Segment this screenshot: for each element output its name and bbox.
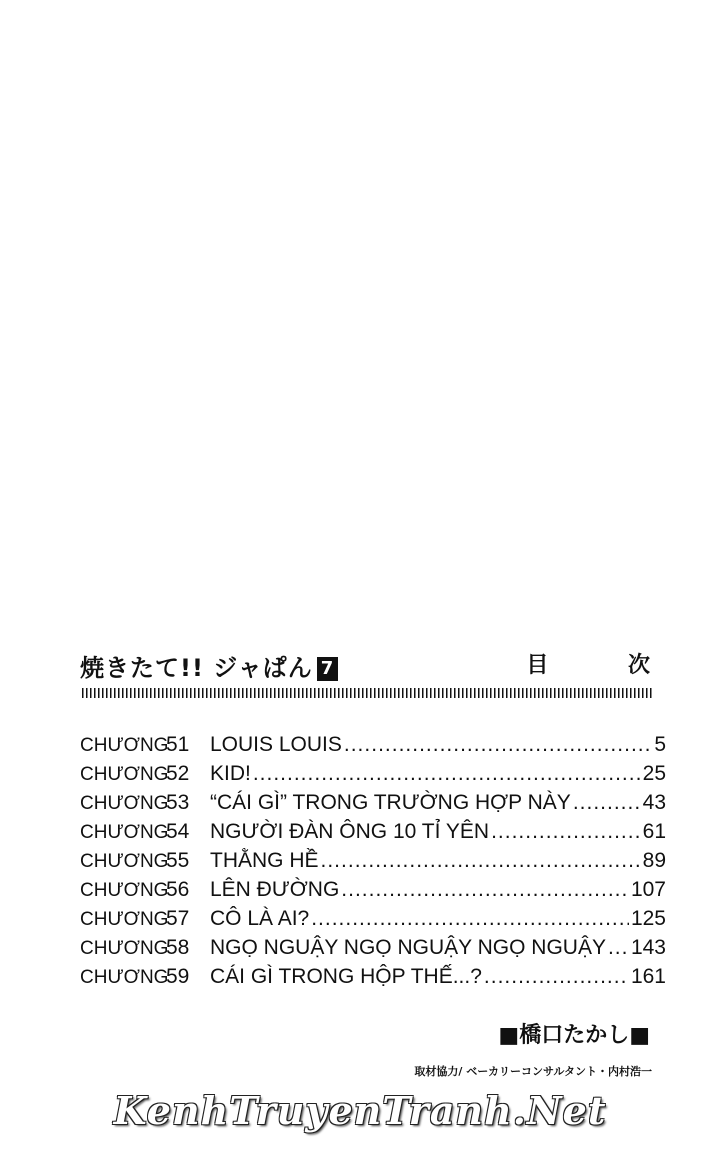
chapter-prefix: CHƯƠNG bbox=[80, 793, 169, 814]
series-title-text: 焼きたて!! ジャぱん bbox=[80, 654, 313, 682]
chapter-prefix: CHƯƠNG bbox=[80, 909, 169, 930]
chapter-number: 52 bbox=[166, 762, 190, 785]
chapter-number: 59 bbox=[166, 965, 190, 988]
chapter-prefix: CHƯƠNG bbox=[80, 880, 169, 901]
dot-leader bbox=[491, 820, 641, 844]
site-watermark: KenhTruyenTranh.Net bbox=[113, 1088, 607, 1133]
toc-entry bbox=[80, 965, 666, 994]
chapter-page: 89 bbox=[642, 849, 666, 872]
chapter-page: 143 bbox=[630, 936, 666, 959]
chapter-page: 5 bbox=[654, 733, 666, 756]
chapter-title: NGƯỜI ĐÀN ÔNG 10 TỈ YÊN bbox=[210, 820, 490, 843]
dot-leader bbox=[344, 733, 652, 757]
chapter-page: 161 bbox=[630, 965, 666, 988]
dot-leader bbox=[341, 878, 629, 902]
chapter-title: “CÁI GÌ” TRONG TRƯỜNG HỢP NÀY bbox=[210, 791, 571, 814]
toc-entry bbox=[80, 762, 666, 791]
chapter-title: CÔ LÀ AI? bbox=[210, 907, 310, 930]
toc-entry bbox=[80, 733, 666, 762]
toc-entry bbox=[80, 907, 666, 936]
chapter-page: 25 bbox=[642, 762, 666, 785]
volume-badge: 7 bbox=[317, 657, 339, 681]
toc-entry bbox=[80, 849, 666, 878]
chapter-title: THẰNG HỀ bbox=[210, 849, 319, 872]
chapter-number: 51 bbox=[166, 733, 190, 756]
chapter-number: 57 bbox=[166, 907, 190, 930]
chapter-title: KID! bbox=[210, 762, 251, 785]
series-title bbox=[80, 648, 338, 683]
toc-entry bbox=[80, 791, 666, 820]
author-name: ■橋口たかし■ bbox=[498, 1023, 650, 1048]
dot-leader bbox=[484, 965, 629, 989]
chapter-page: 107 bbox=[630, 878, 666, 901]
chapter-title: LOUIS LOUIS bbox=[210, 733, 342, 756]
chapter-title: CÁI GÌ TRONG HỘP THẾ...? bbox=[210, 965, 482, 988]
chapter-title: LÊN ĐƯỜNG bbox=[210, 878, 340, 901]
dot-leader bbox=[311, 907, 629, 931]
table-of-contents bbox=[80, 733, 666, 994]
chapter-prefix: CHƯƠNG bbox=[80, 938, 169, 959]
chapter-page: 61 bbox=[642, 820, 666, 843]
dot-leader bbox=[321, 849, 641, 873]
toc-header bbox=[80, 648, 686, 682]
toc-label: 目 次 bbox=[526, 653, 686, 678]
chapter-number: 56 bbox=[166, 878, 190, 901]
dot-leader bbox=[608, 936, 629, 960]
toc-entry bbox=[80, 878, 666, 907]
chapter-number: 53 bbox=[166, 791, 190, 814]
chapter-prefix: CHƯƠNG bbox=[80, 735, 169, 756]
decorative-divider bbox=[82, 688, 652, 698]
chapter-prefix: CHƯƠNG bbox=[80, 822, 169, 843]
chapter-prefix: CHƯƠNG bbox=[80, 851, 169, 872]
chapter-number: 54 bbox=[166, 820, 190, 843]
dot-leader bbox=[253, 762, 641, 786]
dot-leader bbox=[573, 791, 641, 815]
research-credit: 取材協力/ ベーカリーコンサルタント・内村浩一 bbox=[414, 1065, 652, 1078]
chapter-prefix: CHƯƠNG bbox=[80, 764, 169, 785]
chapter-page: 43 bbox=[642, 791, 666, 814]
chapter-number: 58 bbox=[166, 936, 190, 959]
toc-entry bbox=[80, 820, 666, 849]
chapter-page: 125 bbox=[630, 907, 666, 930]
chapter-number: 55 bbox=[166, 849, 190, 872]
toc-entry bbox=[80, 936, 666, 965]
chapter-prefix: CHƯƠNG bbox=[80, 967, 169, 988]
chapter-title: NGỌ NGUẬY NGỌ NGUẬY NGỌ NGUẬY bbox=[210, 936, 606, 959]
